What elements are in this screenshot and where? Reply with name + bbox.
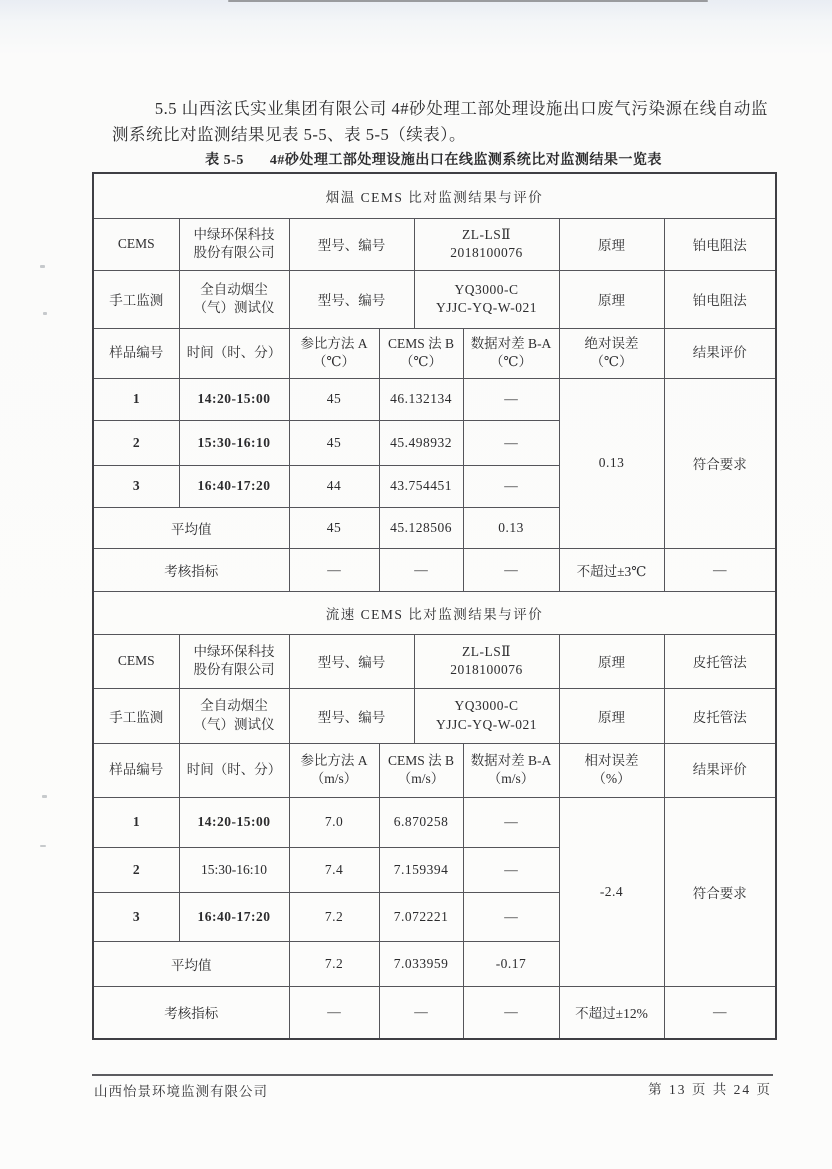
s2-col-ref-line1: 参比方法 A [300, 752, 368, 768]
s2-evaluation: 符合要求 [664, 797, 776, 986]
s1-col-ref-line2: （℃） [312, 354, 356, 369]
s2-assess-label: 考核指标 [93, 986, 289, 1039]
s2-device2-name-line1: 全自动烟尘 [200, 698, 268, 714]
s2-device2-name-line2: （气）测试仪 [193, 716, 275, 732]
s2-row1-ref: 7.0 [289, 797, 379, 847]
s2-row2-time: 15:30-16:10 [179, 847, 289, 892]
s2-device1-model-label: 型号、编号 [289, 634, 414, 688]
s1-average-ref: 45 [289, 507, 379, 548]
comparison-results-table [92, 172, 777, 1040]
scan-speck [40, 265, 45, 268]
s2-device1-model-value [414, 634, 559, 688]
s2-col-time: 时间（时、分） [179, 743, 289, 797]
s2-assess-cems: — [379, 986, 463, 1039]
section-heading-paragraph: 5.5 山西泫氏实业集团有限公司 4#砂处理工部处理设施出口废气污染源在线自动监测系统比对监测结果见表 5-5、表 5-5（续表）。 [112, 99, 768, 144]
s1-col-cems-line1: CEMS 法 B [387, 335, 455, 351]
s1-col-error-line1: 绝对误差 [584, 335, 639, 351]
s2-assess-diff: — [463, 986, 559, 1039]
s2-average-ref: 7.2 [289, 941, 379, 986]
s2-assess-ref: — [289, 986, 379, 1039]
s1-device2-model-label: 型号、编号 [289, 270, 414, 328]
s1-row3-no: 3 [93, 465, 179, 507]
s2-col-result: 结果评价 [664, 743, 776, 797]
s1-col-cems-line2: （℃） [399, 354, 443, 369]
table-caption-title: 4#砂处理工部处理设施出口在线监测系统比对监测结果一览表 [269, 153, 662, 168]
s2-average-label: 平均值 [93, 941, 289, 986]
scan-artifact-top-line [228, 0, 708, 2]
s1-device1-model-value [414, 218, 559, 270]
s1-row1-diff: — [463, 378, 559, 420]
s2-assess-limit: 不超过±12% [559, 986, 664, 1039]
s1-col-ref-line1: 参比方法 A [300, 335, 368, 351]
s1-assess-cems: — [379, 548, 463, 591]
s1-row1-no: 1 [93, 378, 179, 420]
s1-assess-ref: — [289, 548, 379, 591]
s1-device2-model-value [414, 270, 559, 328]
s1-row2-ref: 45 [289, 420, 379, 465]
s2-col-diff [463, 743, 559, 797]
s2-row3-cems: 7.072221 [379, 892, 463, 941]
footer-page-number: 第 13 页 共 24 页 [648, 1082, 772, 1097]
s1-assess-diff: — [463, 548, 559, 591]
s1-row2-cems: 45.498932 [379, 420, 463, 465]
s1-device2-model-line1: YQ3000-C [454, 281, 519, 297]
s1-row2-diff: — [463, 420, 559, 465]
s2-row3-no: 3 [93, 892, 179, 941]
s1-col-error-line2: （℃） [590, 354, 633, 369]
s2-col-diff-line1: 数据对差 B-A [470, 752, 552, 768]
section2-title: 流速 CEMS 比对监测结果与评价 [93, 591, 776, 634]
s1-col-diff-line2: （℃） [489, 354, 533, 369]
s2-device2-label: 手工监测 [93, 688, 179, 743]
s1-col-cems [379, 328, 463, 378]
s1-average-cems: 45.128506 [379, 507, 463, 548]
s1-device2-label: 手工监测 [93, 270, 179, 328]
s2-average-diff: -0.17 [463, 941, 559, 986]
s1-evaluation: 符合要求 [664, 378, 776, 548]
s2-device2-model-line2: YJJC-YQ-W-021 [436, 716, 537, 732]
scan-speck [40, 845, 46, 847]
s1-average-label: 平均值 [93, 507, 289, 548]
s2-row1-time: 14:20-15:00 [179, 797, 289, 847]
s2-row3-ref: 7.2 [289, 892, 379, 941]
s1-row2-time: 15:30-16:10 [179, 420, 289, 465]
s1-row2-no: 2 [93, 420, 179, 465]
s1-row3-time: 16:40-17:20 [179, 465, 289, 507]
s2-device2-model-value [414, 688, 559, 743]
s2-col-cems-line2: （m/s） [397, 771, 445, 786]
s1-device1-model-line2: 2018100076 [450, 245, 523, 260]
s2-row2-no: 2 [93, 847, 179, 892]
s2-col-cems-line1: CEMS 法 B [387, 752, 455, 768]
s1-col-error [559, 328, 664, 378]
s2-device1-name [179, 634, 289, 688]
s1-col-time: 时间（时、分） [179, 328, 289, 378]
s1-device1-label: CEMS [93, 218, 179, 270]
s1-col-result: 结果评价 [664, 328, 776, 378]
s2-device1-model-line2: 2018100076 [450, 662, 523, 677]
s2-device1-name-line1: 中绿环保科技 [193, 643, 275, 659]
s1-device2-principle-value: 铂电阻法 [664, 270, 776, 328]
s2-col-ref [289, 743, 379, 797]
s1-error-value: 0.13 [559, 378, 664, 548]
s2-device2-model-line1: YQ3000-C [454, 698, 519, 714]
s1-average-diff: 0.13 [463, 507, 559, 548]
s1-device1-name-line2: 股份有限公司 [193, 245, 275, 260]
s2-col-sample: 样品编号 [93, 743, 179, 797]
s1-device1-model-label: 型号、编号 [289, 218, 414, 270]
s1-row1-ref: 45 [289, 378, 379, 420]
s2-row3-time: 16:40-17:20 [179, 892, 289, 941]
footer-divider [92, 1074, 773, 1076]
s2-col-error-line2: （%） [592, 771, 631, 786]
s2-row2-diff: — [463, 847, 559, 892]
s2-device2-principle-value: 皮托管法 [664, 688, 776, 743]
s2-row2-cems: 7.159394 [379, 847, 463, 892]
s1-device1-principle-value: 铂电阻法 [664, 218, 776, 270]
s1-col-diff-line1: 数据对差 B-A [470, 335, 552, 351]
table-caption-label: 表 5-5 [205, 153, 244, 168]
s2-row1-cems: 6.870258 [379, 797, 463, 847]
s2-device1-principle-value: 皮托管法 [664, 634, 776, 688]
s1-device1-name-line1: 中绿环保科技 [193, 226, 275, 242]
scan-speck [42, 795, 47, 798]
s2-row1-no: 1 [93, 797, 179, 847]
s1-device2-principle-label: 原理 [559, 270, 664, 328]
s1-assess-label: 考核指标 [93, 548, 289, 591]
s1-device2-name-line1: 全自动烟尘 [200, 281, 268, 297]
s2-row3-diff: — [463, 892, 559, 941]
s1-assess-limit: 不超过±3℃ [559, 548, 664, 591]
table-caption [92, 149, 775, 169]
s2-assess-result: — [664, 986, 776, 1039]
s2-col-cems [379, 743, 463, 797]
section1-title: 烟温 CEMS 比对监测结果与评价 [93, 173, 776, 218]
s2-device2-name [179, 688, 289, 743]
s1-device2-model-line2: YJJC-YQ-W-021 [436, 300, 537, 315]
s2-col-error-line1: 相对误差 [584, 752, 639, 768]
s1-assess-result: — [664, 548, 776, 591]
s1-col-ref [289, 328, 379, 378]
s1-device1-principle-label: 原理 [559, 218, 664, 270]
s1-row1-cems: 46.132134 [379, 378, 463, 420]
s2-device2-principle-label: 原理 [559, 688, 664, 743]
s1-device2-name [179, 270, 289, 328]
s1-row3-cems: 43.754451 [379, 465, 463, 507]
s2-col-error [559, 743, 664, 797]
s2-device2-model-label: 型号、编号 [289, 688, 414, 743]
scan-speck [43, 312, 47, 315]
footer-company-name: 山西怡景环境监测有限公司 [94, 1084, 268, 1099]
s2-device1-label: CEMS [93, 634, 179, 688]
s2-error-value: -2.4 [559, 797, 664, 986]
s2-col-diff-line2: （m/s） [487, 771, 535, 786]
s1-row1-time: 14:20-15:00 [179, 378, 289, 420]
s2-average-cems: 7.033959 [379, 941, 463, 986]
s1-device1-model-line1: ZL-LSⅡ [462, 226, 511, 242]
s2-row2-ref: 7.4 [289, 847, 379, 892]
s1-col-diff [463, 328, 559, 378]
s2-device1-model-line1: ZL-LSⅡ [462, 643, 511, 659]
s2-row1-diff: — [463, 797, 559, 847]
s1-device2-name-line2: （气）测试仪 [193, 300, 275, 315]
s2-col-ref-line2: （m/s） [310, 771, 358, 786]
s2-device1-name-line2: 股份有限公司 [193, 662, 275, 677]
s1-row3-ref: 44 [289, 465, 379, 507]
s1-device1-name [179, 218, 289, 270]
s1-col-sample: 样品编号 [93, 328, 179, 378]
s2-device1-principle-label: 原理 [559, 634, 664, 688]
s1-row3-diff: — [463, 465, 559, 507]
